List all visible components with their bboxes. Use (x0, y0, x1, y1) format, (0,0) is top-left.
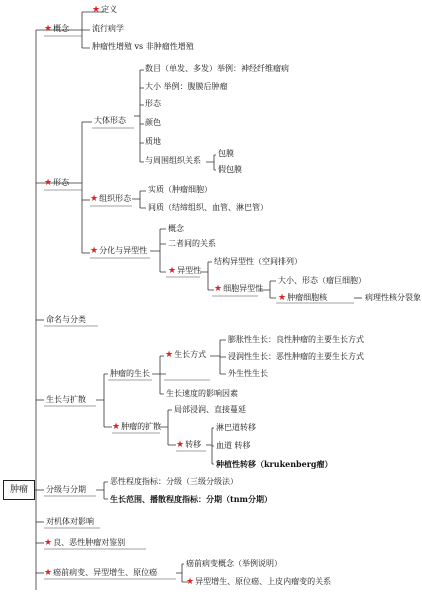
star-icon: ★ (168, 266, 177, 276)
node-yixing-zs (186, 577, 331, 587)
node-dingyi (92, 5, 117, 15)
node-jiti: 对机体对影响 (46, 517, 94, 526)
node-zengzhi: 肿瘤性增殖 vs 非肿瘤性增殖 (92, 42, 194, 51)
node-xibao (214, 284, 263, 294)
node-gainian (44, 24, 69, 34)
node-hexibao (278, 293, 327, 303)
star-icon: ★ (186, 577, 195, 587)
node-label: 肿瘤细胞核 (287, 293, 328, 302)
star-icon: ★ (44, 568, 53, 578)
node-linba: 淋巴道转移 (216, 423, 256, 432)
node-label: 组织形态 (99, 194, 132, 203)
node-label: 异型增生、原位癌、上皮内瘤变的关系 (195, 577, 332, 586)
node-zhuanyi (176, 440, 201, 450)
node-xingtai (44, 178, 69, 188)
node-bingli: 病理性核分裂象 (365, 293, 421, 302)
node-jinrun: 浸润性生长：恶性肿瘤的主要生长方式 (228, 352, 364, 361)
star-icon: ★ (90, 194, 99, 204)
node-aiqian (44, 568, 157, 578)
star-icon: ★ (44, 178, 53, 188)
node-aiqian-gn: 癌前病变概念（举例说明） (186, 559, 282, 568)
node-fenhua (90, 246, 147, 256)
node-label: 定义 (101, 5, 118, 14)
node-waisheng: 外生性生长 (228, 369, 268, 378)
node-label: 良、恶性肿瘤对鉴别 (53, 538, 126, 547)
node-erzhe: 二者间的关系 (168, 239, 216, 248)
node-jiegou: 结构异型性（空间排列） (214, 257, 302, 266)
node-sudu: 生长速度的影响因素 (166, 389, 238, 398)
node-sz-fs (165, 350, 206, 360)
node-zuzhi (90, 194, 131, 204)
node-dati: 大体形态 (94, 116, 126, 125)
star-icon: ★ (278, 293, 287, 303)
node-liang-e (44, 538, 125, 548)
node-label: 分化与异型性 (99, 246, 148, 255)
node-yixing (168, 266, 201, 276)
node-label: 异型性 (177, 266, 202, 275)
node-zhongzhi: 种植性转移（krukenberg瘤） (216, 459, 333, 469)
node-shizhi: 实质（肿瘤细胞） (148, 185, 212, 194)
node-mingming: 命名与分类 (46, 315, 86, 324)
node-yanse: 颜色 (145, 118, 161, 127)
node-shengzhang: 生长与扩散 (46, 395, 86, 404)
node-liuxing: 流行病学 (92, 24, 124, 33)
root-node: 肿瘤 (3, 480, 35, 500)
node-daxiao: 大小 举例：腹膜后肿瘤 (145, 82, 228, 91)
star-icon: ★ (90, 246, 99, 256)
star-icon: ★ (176, 440, 185, 450)
node-zl-sz: 肿瘤的生长 (110, 369, 150, 378)
node-ex-cd: 恶性程度指标：分级（三级分级法） (110, 477, 238, 486)
node-baomo: 包膜 (218, 149, 234, 158)
node-label: 转移 (185, 440, 202, 449)
star-icon: ★ (214, 284, 223, 294)
star-icon: ★ (44, 24, 53, 34)
node-fh-gainian: 概念 (168, 224, 184, 233)
star-icon: ★ (44, 538, 53, 548)
node-guanxi: 与周围组织关系 (145, 156, 201, 165)
star-icon: ★ (92, 5, 101, 15)
node-label: 形态 (53, 178, 70, 187)
star-icon: ★ (112, 422, 121, 432)
node-shumu: 数目（单发、多发）举例：神经纤维瘤病 (145, 64, 289, 73)
node-label: 概念 (53, 24, 70, 33)
node-xingzhuang: 形态 (145, 99, 161, 108)
node-label: 生长方式 (174, 350, 207, 359)
node-label: 癌前病变、异型增生、原位癌 (53, 568, 158, 577)
node-dx-xt: 大小、形态（瘤巨细胞） (278, 276, 366, 285)
node-pengzhang: 膨胀性生长：良性肿瘤的主要生长方式 (228, 335, 364, 344)
node-fenji: 分级与分期 (46, 485, 86, 494)
node-jiabaomo: 假包膜 (218, 165, 242, 174)
node-jubu: 局部浸润、直接蔓延 (174, 405, 246, 414)
node-sz-fw: 生长范围、播散程度指标：分期（tnm分期） (110, 494, 272, 504)
node-jianzhi: 间质（结缔组织、血管、淋巴管） (148, 203, 268, 212)
node-kuosan (112, 422, 161, 432)
node-label: 细胞异型性 (223, 284, 264, 293)
node-label: 肿瘤的扩散 (121, 422, 162, 431)
node-zhidi: 质地 (145, 137, 161, 146)
star-icon: ★ (165, 350, 174, 360)
node-xuedao: 血道 转移 (216, 441, 251, 450)
